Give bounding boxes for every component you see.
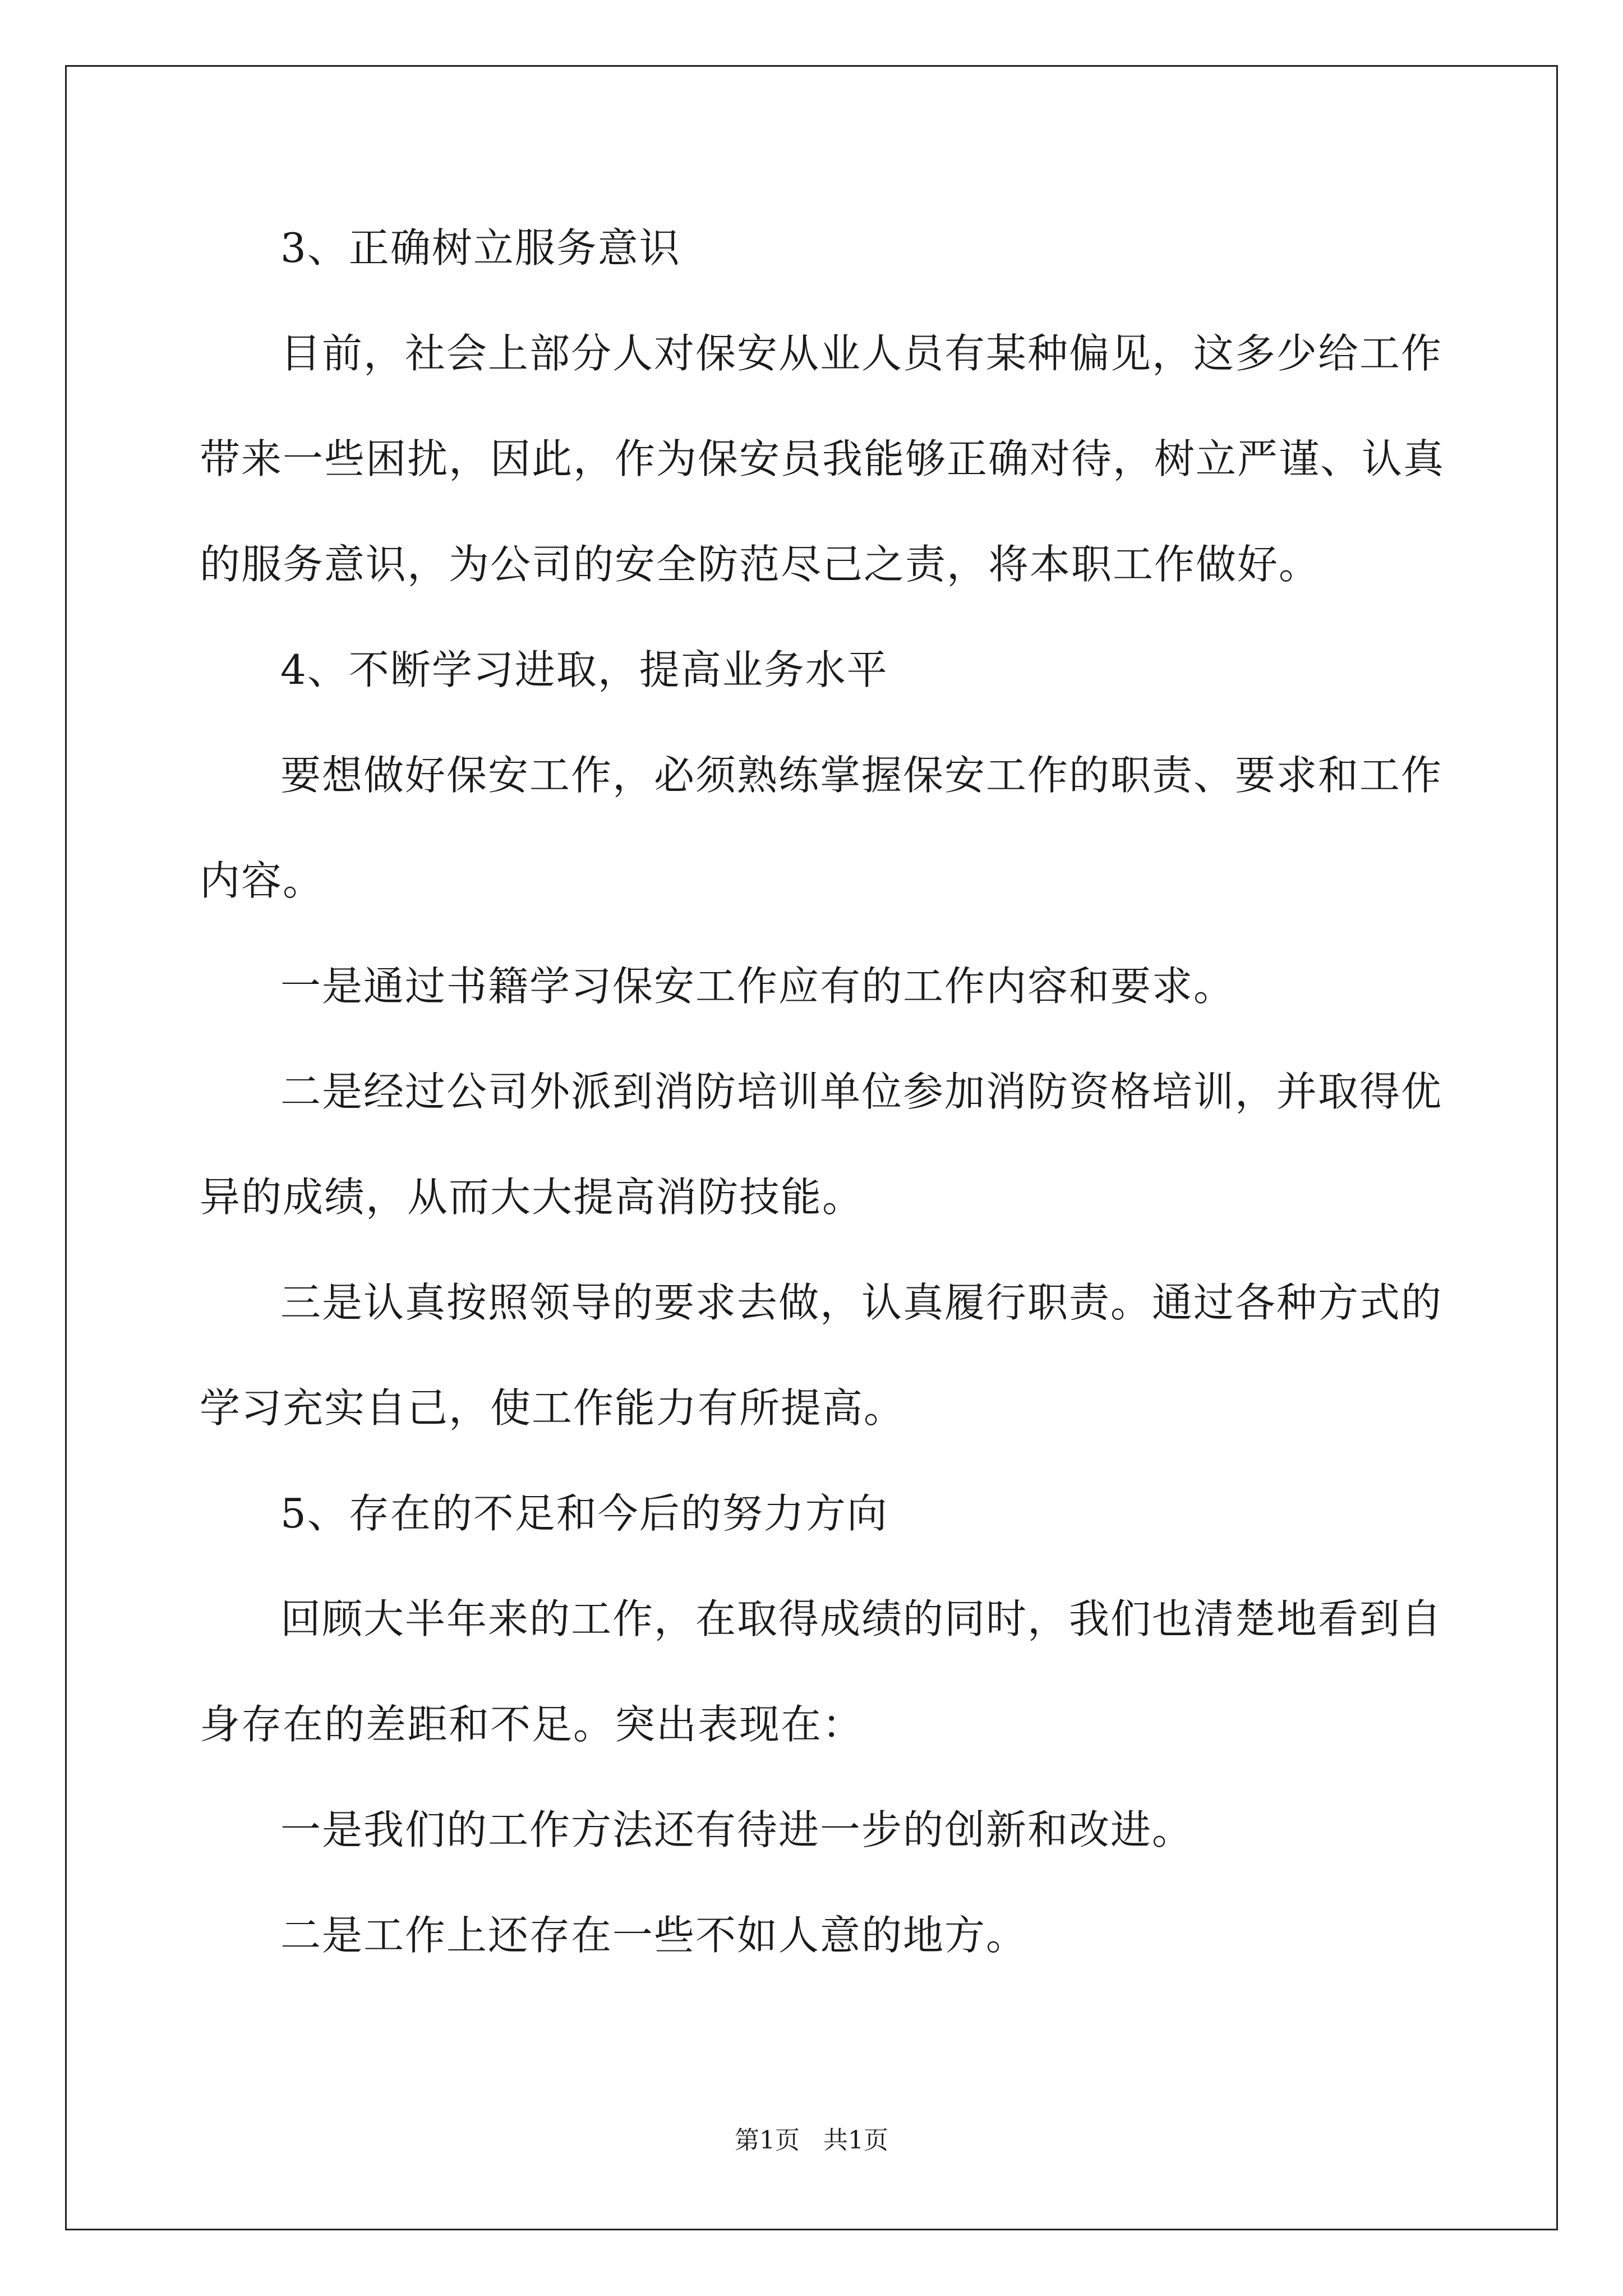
section-heading: 4、不断学习进取，提高业务水平: [280, 646, 888, 693]
page-border: [65, 65, 1558, 2230]
paragraph-line: 的服务意识，为公司的安全防范尽己之责，将本职工作做好。: [200, 541, 1321, 588]
paragraph-line: 二是经过公司外派到消防培训单位参加消防资格培训，并取得优: [280, 1068, 1443, 1115]
paragraph-line: 身存在的差距和不足。突出表现在：: [200, 1701, 864, 1748]
section-heading: 5、存在的不足和今后的努力方向: [280, 1490, 888, 1537]
paragraph-line: 异的成绩，从而大大提高消防技能。: [200, 1174, 864, 1221]
section-heading: 3、正确树立服务意识: [280, 224, 681, 272]
paragraph-line: 要想做好保安工作，必须熟练掌握保安工作的职责、要求和工作: [280, 752, 1443, 799]
paragraph-line: 回顾大半年来的工作，在取得成绩的同时，我们也清楚地看到自: [280, 1595, 1443, 1642]
paragraph-line: 学习充实自己，使工作能力有所提高。: [200, 1384, 906, 1432]
paragraph-line: 一是通过书籍学习保安工作应有的工作内容和要求。: [280, 963, 1235, 1010]
paragraph-line: 二是工作上还存在一些不如人意的地方。: [280, 1912, 1028, 1959]
paragraph-line: 带来一些困扰，因此，作为保安员我能够正确对待，树立严谨、认真: [200, 435, 1445, 482]
page-number-footer: 第1页 共1页: [735, 2126, 888, 2155]
paragraph-line: 三是认真按照领导的要求去做，认真履行职责。通过各种方式的: [280, 1279, 1443, 1326]
paragraph-line: 目前，社会上部分人对保安从业人员有某种偏见，这多少给工作: [280, 330, 1443, 377]
paragraph-line: 内容。: [200, 857, 325, 904]
paragraph-line: 一是我们的工作方法还有待进一步的创新和改进。: [280, 1806, 1194, 1853]
